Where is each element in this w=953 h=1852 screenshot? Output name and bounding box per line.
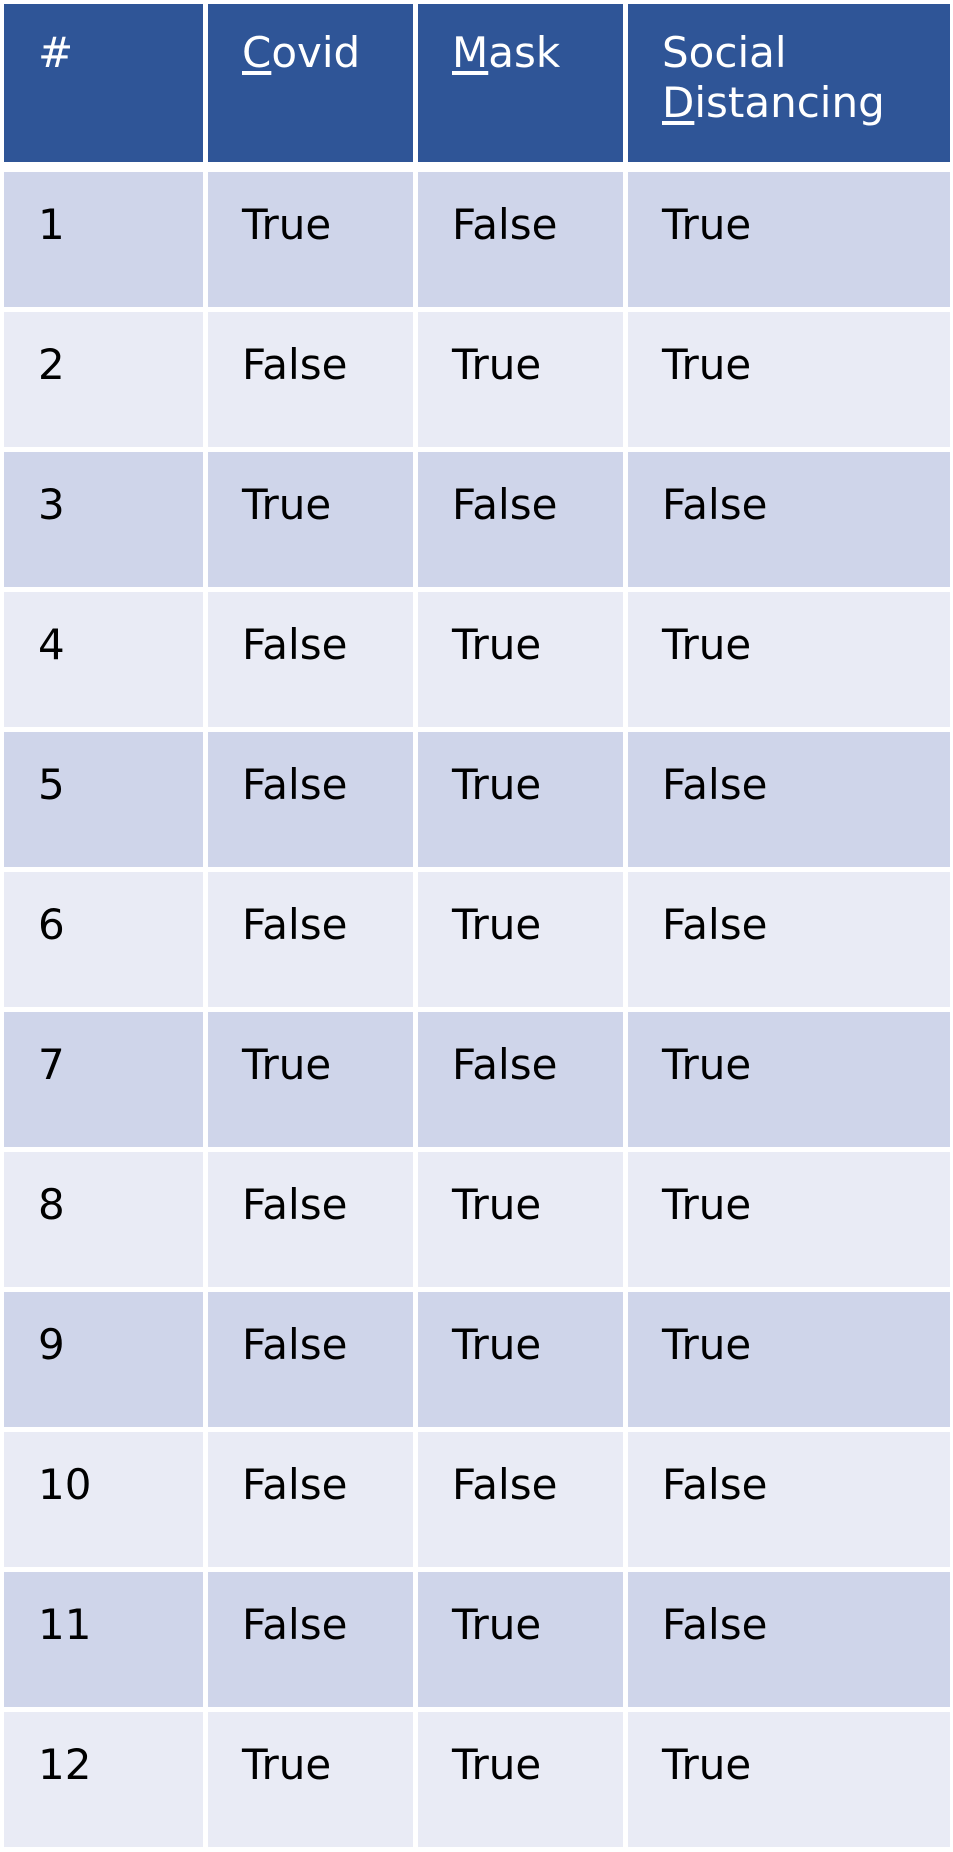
cell-mask: False — [418, 172, 628, 307]
cell-number: 9 — [4, 1292, 208, 1427]
cell-mask: False — [418, 1012, 628, 1147]
table-row — [4, 1432, 950, 1572]
table-row — [4, 732, 950, 872]
cell-covid: False — [208, 1572, 418, 1707]
cell-covid: False — [208, 592, 418, 727]
cell-number: 10 — [4, 1432, 208, 1567]
table-row — [4, 1012, 950, 1152]
header-mask-rest: ask — [488, 28, 561, 77]
table-row — [4, 592, 950, 732]
cell-covid: False — [208, 872, 418, 1007]
cell-social-distancing: True — [628, 592, 950, 727]
cell-social-distancing: False — [628, 1572, 950, 1707]
cell-social-distancing: True — [628, 1292, 950, 1427]
cell-mask: True — [418, 1712, 628, 1847]
cell-mask: True — [418, 592, 628, 727]
cell-mask: True — [418, 312, 628, 447]
cell-number: 6 — [4, 872, 208, 1007]
cell-mask: True — [418, 1152, 628, 1287]
header-number — [4, 4, 208, 162]
cell-covid: False — [208, 1432, 418, 1567]
table-row — [4, 172, 950, 312]
cell-number: 5 — [4, 732, 208, 867]
cell-number: 8 — [4, 1152, 208, 1287]
table-row — [4, 1572, 950, 1712]
table-header-row — [4, 4, 950, 172]
cell-social-distancing: False — [628, 872, 950, 1007]
table-row — [4, 872, 950, 1012]
header-number-label: # — [38, 28, 74, 77]
cell-covid: True — [208, 1712, 418, 1847]
data-table — [4, 4, 950, 1852]
cell-social-distancing: False — [628, 732, 950, 867]
cell-mask: True — [418, 1572, 628, 1707]
cell-covid: True — [208, 452, 418, 587]
cell-number: 1 — [4, 172, 208, 307]
header-mask-underlined: M — [452, 28, 489, 77]
cell-social-distancing: False — [628, 452, 950, 587]
cell-mask: True — [418, 872, 628, 1007]
cell-social-distancing: True — [628, 172, 950, 307]
header-social-rest: istancing — [694, 78, 885, 127]
cell-social-distancing: True — [628, 312, 950, 447]
cell-social-distancing: True — [628, 1012, 950, 1147]
cell-mask: False — [418, 1432, 628, 1567]
table-body — [4, 172, 950, 1852]
cell-number: 2 — [4, 312, 208, 447]
cell-social-distancing: True — [628, 1712, 950, 1847]
header-social-prefix: Social — [662, 28, 787, 77]
cell-social-distancing: False — [628, 1432, 950, 1567]
cell-number: 3 — [4, 452, 208, 587]
header-social-distancing — [628, 4, 950, 162]
table-row — [4, 1712, 950, 1852]
header-covid-rest: ovid — [271, 28, 361, 77]
header-covid — [208, 4, 418, 162]
cell-covid: True — [208, 1012, 418, 1147]
cell-covid: False — [208, 312, 418, 447]
header-social-underlined: D — [662, 78, 695, 127]
table-row — [4, 1152, 950, 1292]
cell-number: 7 — [4, 1012, 208, 1147]
cell-mask: True — [418, 732, 628, 867]
header-mask — [418, 4, 628, 162]
cell-mask: False — [418, 452, 628, 587]
cell-mask: True — [418, 1292, 628, 1427]
cell-covid: False — [208, 1292, 418, 1427]
header-covid-underlined: C — [242, 28, 272, 77]
cell-covid: True — [208, 172, 418, 307]
table-row — [4, 312, 950, 452]
table-row — [4, 1292, 950, 1432]
cell-number: 4 — [4, 592, 208, 727]
cell-number: 12 — [4, 1712, 208, 1847]
cell-social-distancing: True — [628, 1152, 950, 1287]
table-row — [4, 452, 950, 592]
cell-number: 11 — [4, 1572, 208, 1707]
cell-covid: False — [208, 1152, 418, 1287]
cell-covid: False — [208, 732, 418, 867]
